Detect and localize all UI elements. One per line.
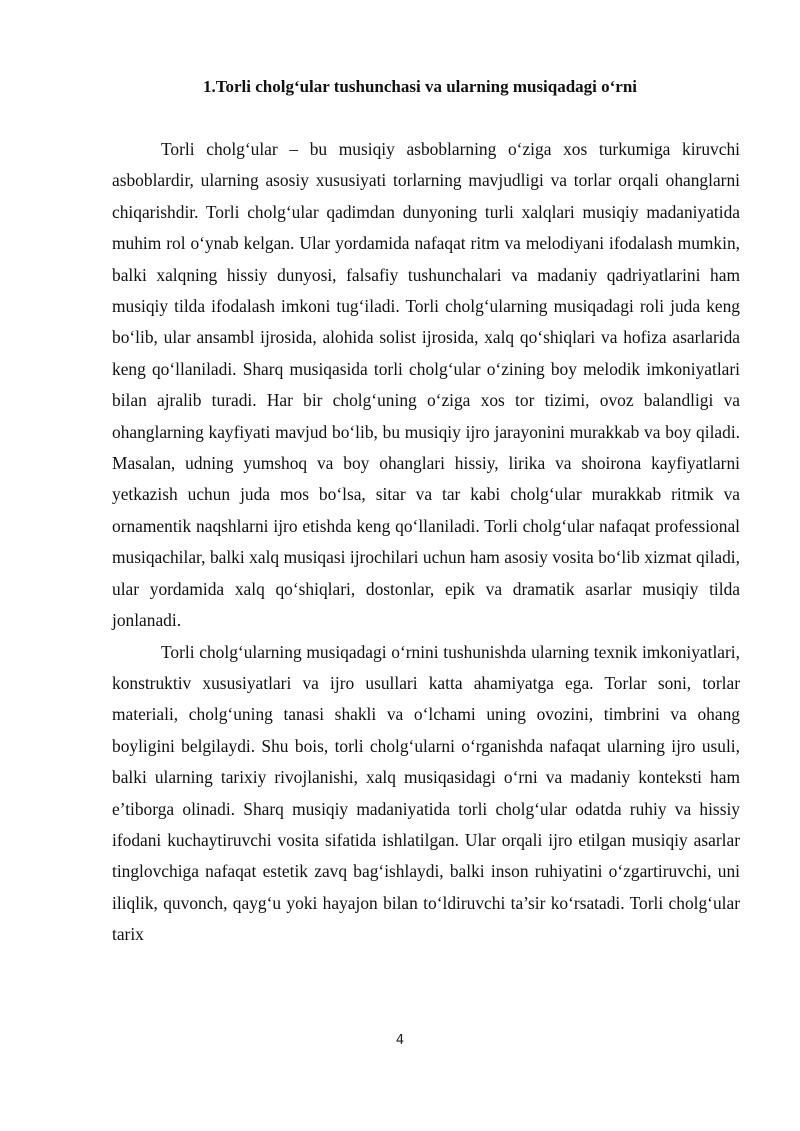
page-number: 4: [395, 1033, 405, 1048]
body-text: [112, 134, 740, 951]
paragraph-1: Torli cholg‘ular – bu musiqiy asboblarning o‘ziga xos turkumiga kiruvchi asboblardir, ularning asosiy xususiyati torlarning mavjudligi va torlar orqali ohanglarni chiqarishdir. Torli cholg‘ular qadimdan dunyoning turli xalqlari musiqiy madaniyatida muhim rol o‘ynab kelgan. Ular yordamida nafaqat ritm va melodiyani ifodalash mumkin, balki xalqning hissiy dunyosi, falsafiy tushunchalari va madaniy qadriyatlarini ham musiqiy tilda ifodalash imkoni tug‘iladi. Torli cholg‘ularning musiqadagi roli juda keng bo‘lib, ular ansambl ijrosida, alohida solist ijrosida, xalq qo‘shiqlari va hofiza asarlarida keng qo‘llaniladi. Sharq musiqasida torli cholg‘ular o‘zining boy melodik imkoniyatlari bilan ajralib turadi. Har bir cholg‘uning o‘ziga xos tor tizimi, ovoz balandligi va ohanglarning kayfiyati mavjud bo‘lib, bu musiqiy ijro jarayonini murakkab va boy qiladi. Masalan, udning yumshoq va boy ohanglari hissiy, lirika va shoirona kayfiyatlarni yetkazish uchun juda mos bo‘lsa, sitar va tar kabi cholg‘ular murakkab ritmik va ornamentik naqshlarni ijro etishda keng qo‘llaniladi. Torli cholg‘ular nafaqat professional musiqachilar, balki xalq musiqasi ijrochilari uchun ham asosiy vosita bo‘lib xizmat qiladi, ular yordamida xalq qo‘shiqlari, dostonlar, epik va dramatik asarlar musiqiy tilda jonlanadi.: [112, 139, 740, 631]
section-heading: 1.Torli cholg‘ular tushunchasi va ularning musiqadagi o‘rni: [202, 77, 638, 96]
paragraph-2: Torli cholg‘ularning musiqadagi o‘rnini tushunishda ularning texnik imkoniyatlari, konstruktiv xususiyatlari va ijro usullari katta ahamiyatga ega. Torlar soni, torlar materiali, cholg‘uning tanasi shakli va o‘lchami uning ovozini, timbrini va ohang boyligini belgilaydi. Shu bois, torli cholg‘ularni o‘rganishda nafaqat ularning ijro usuli, balki ularning tarixiy rivojlanishi, xalq musiqasidagi o‘rni va madaniy konteksti ham e’tiborga olinadi. Sharq musiqiy madaniyatida torli cholg‘ular odatda ruhiy va hissiy ifodani kuchaytiruvchi vosita sifatida ishlatilgan. Ular orqali ijro etilgan musiqiy asarlar tinglovchiga nafaqat estetik zavq bag‘ishlaydi, balki inson ruhiyatini o‘zgartiruvchi, uni iliqlik, quvonch, qayg‘u yoki hayajon bilan to‘ldiruvchi ta’sir ko‘rsatadi. Torli cholg‘ular tarix: [112, 641, 740, 945]
